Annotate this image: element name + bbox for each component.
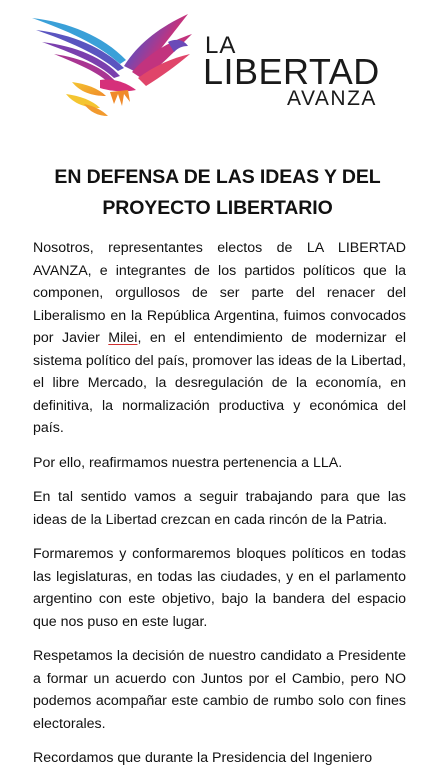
brand-line-la: LA — [205, 32, 237, 59]
title-line-1: EN DEFENSA DE LAS IDEAS Y DEL — [54, 166, 381, 188]
title-line-2: PROYECTO LIBERTARIO — [102, 197, 333, 219]
document-title — [20, 162, 415, 224]
brand-line-libertad: LIBERTAD — [203, 51, 380, 92]
brand-wordmark — [205, 34, 405, 109]
paragraph-4: Formaremos y conformaremos bloques políticos en todas las legislaturas, en todas las ciudades, y en el parlamento argentino con este objetivo, bajo la bandera del espacio que nos puso en este lugar. — [33, 546, 406, 630]
paragraph-1-start: Nosotros, representantes electos de LA LIBERTAD AVANZA, e integrantes de los partidos políticos que la componen, orgullosos de ser parte del renacer del Liberalismo en la República Argentina, fuimos convocados por Javier — [33, 240, 406, 346]
party-logo — [0, 0, 435, 125]
paragraph-1-end: , en el entendimiento de modernizar el sistema político del país, promover las ideas de la Libertad, el libre Mercado, la desregulación de la economía, en definitiva, la normalización productiva y económica del país. — [33, 330, 407, 436]
paragraph-3: En tal sentido vamos a seguir trabajando para que las ideas de la Libertad crezcan en cada rincón de la Patria. — [33, 489, 406, 528]
paragraph-6: Recordamos que durante la Presidencia del Ingeniero — [33, 750, 373, 766]
eagle-logo-icon — [28, 8, 198, 120]
paragraph-1 — [33, 237, 406, 440]
document-body — [33, 237, 406, 782]
paragraph-5: Respetamos la decisión de nuestro candidato a Presidente a formar un acuerdo con Juntos por el Cambio, pero NO podemos acompañar este cambio de rumbo solo con fines electorales. — [33, 648, 406, 732]
paragraph-2: Por ello, reafirmamos nuestra pertenencia a LLA. — [33, 454, 343, 471]
paragraph-1-name: Milei — [108, 330, 138, 346]
brand-line-avanza: AVANZA — [287, 87, 377, 110]
